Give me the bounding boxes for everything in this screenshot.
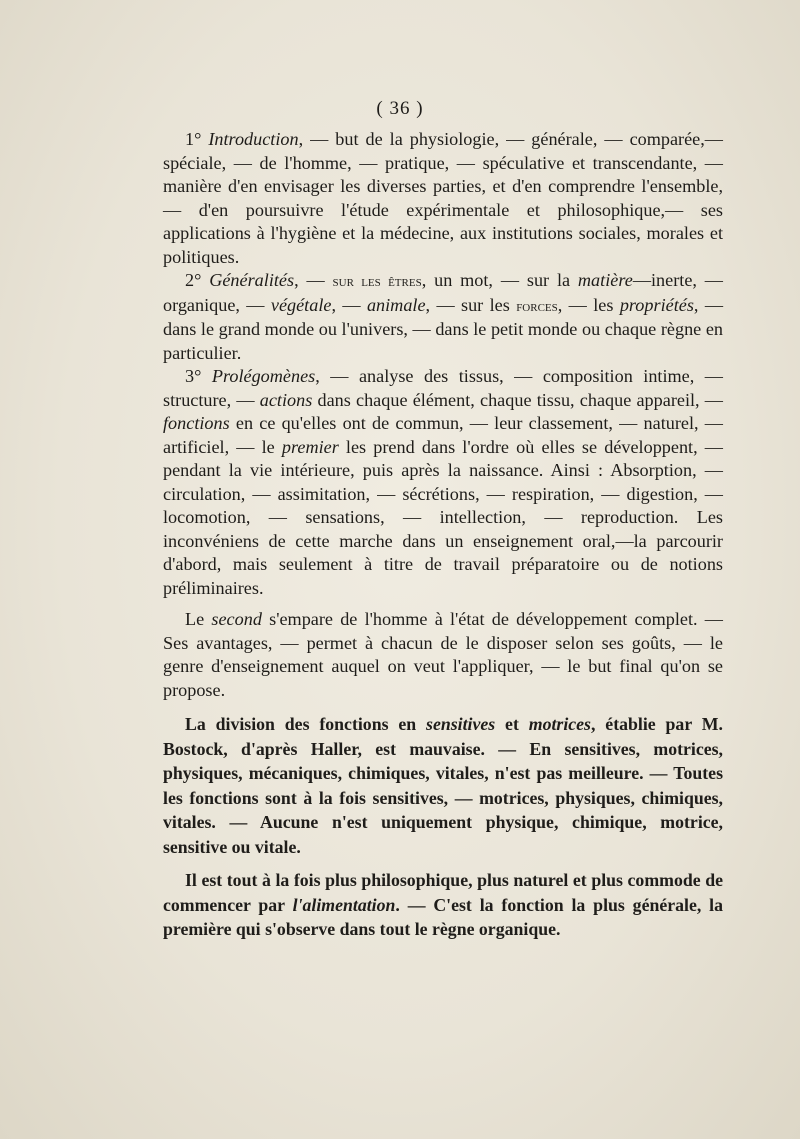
italic-term: second xyxy=(211,609,262,629)
italic-term: sensitives xyxy=(426,714,496,734)
bold-section xyxy=(163,712,723,942)
italic-term: végétale xyxy=(270,294,332,315)
italic-term: animale xyxy=(366,294,426,315)
italic-term: l'alimentation xyxy=(292,894,396,915)
italic-term: propriétés xyxy=(619,294,694,315)
paragraph-second: Le second s'empare de l'homme à l'état de développement complet. — Ses avantages, — permet à chacun de le disposer selon ses goûts, — le genre d'enseignement auquel on veut l'appliquer, — le but final qu'on se propose. xyxy=(163,609,723,700)
italic-term: matière xyxy=(577,270,633,290)
italic-term: Introduction xyxy=(208,129,299,149)
italic-term: fonctions xyxy=(163,413,230,433)
paragraph-introduction: 1° Introduction, — but de la physiologie, — générale, — comparée,— spéciale, — de l'homme, — pratique, — spéculative et transcendante, — manière d'en envisager les diverses parties, et d'en comprendre l'ensemble, — d'en poursuivre l'étude expérimentale et philosophique,— ses applications à l'hygiène et la médecine, aux institutions sociales, morales et politiques. xyxy=(163,129,723,267)
paragraph-division: La division des fonctions en sensitives et motrices, établie par M. Bostock, d'après Haller, est mauvaise. — En sensitives, motrices, physiques, mécaniques, chimiques, vitales, n'est pas meilleure. — Toutes les fonctions sont à la fois sensitives, — motrices, physiques, chimiques, vitales. — Aucune n'est uniquement physique, chimique, motrice, sensitive ou vitale. xyxy=(163,714,723,857)
paragraph-generalites: 2° Généralités, — sur les êtres, un mot, — sur la matière—inerte, — organique, — végétale, — animale, — sur les forces, — les propriétés, — dans le grand monde ou l'univers, — dans le petit monde ou chaque règne en particulier. xyxy=(163,270,724,363)
italic-term: actions xyxy=(259,389,313,410)
small-caps-term: sur les êtres xyxy=(332,273,422,290)
paragraph-alimentation: Il est tout à la fois plus philosophique, plus naturel et plus commode de commencer par l'alimentation. — C'est la fonction la plus générale, la première qui s'observe dans tout le règne organique. xyxy=(163,870,723,939)
italic-term: premier xyxy=(281,436,339,457)
paragraph-prolegomenes: 3° Prolégomènes, — analyse des tissus, — composition intime, — structure, — actions dans chaque élément, chaque tissu, chaque appareil, — fonctions en ce qu'elles ont de commun, — leur classement, — naturel, — artificiel, — le premier les prend dans l'ordre où elles se développent, — pendant la vie intérieure, puis après la naissance. Ainsi : Absorption, — circulation, — assimitation, — sécrétions, — respiration, — digestion, — locomotion, — sensations, — intellection, — reproduction. Les inconvéniens de cette marche dans un enseignement oral,—la parcourir d'abord, mais seulement à titre de travail préparatoire ou de notions préliminaires. xyxy=(163,366,723,598)
italic-term: motrices xyxy=(528,714,591,734)
italic-term: Prolégomènes xyxy=(211,366,316,386)
italic-term: Généralités xyxy=(209,270,295,290)
small-caps-term: forces xyxy=(516,297,558,315)
page-body xyxy=(163,128,723,942)
page-number: ( 36 ) xyxy=(376,98,424,119)
